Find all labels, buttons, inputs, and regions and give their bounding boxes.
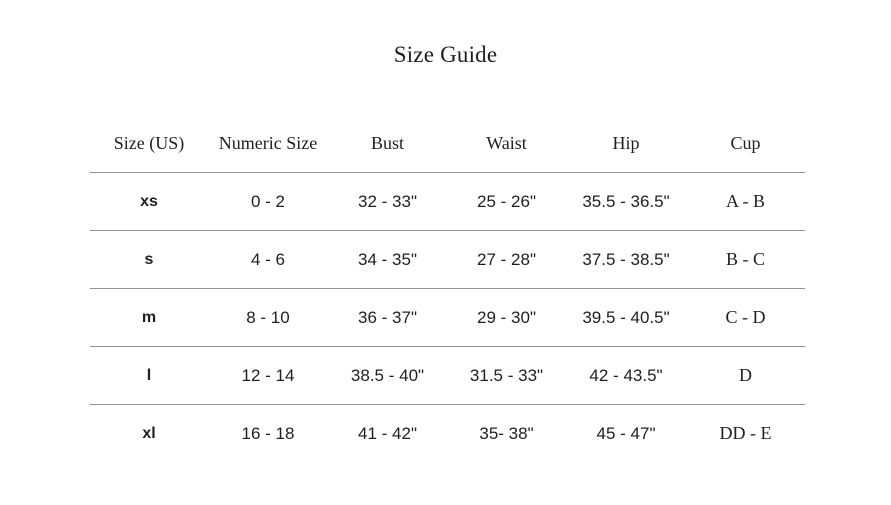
- hip-cell: 35.5 - 36.5": [566, 173, 686, 231]
- size-guide-table: [90, 115, 805, 462]
- bust-cell: 41 - 42": [358, 423, 417, 443]
- waist-cell: 35- 38": [479, 423, 534, 443]
- column-header-bust: Bust: [328, 115, 447, 173]
- numeric-size-cell: 4 - 6: [208, 231, 328, 289]
- bust-cell: 38.5 - 40": [328, 347, 447, 405]
- waist-cell: 29 - 30": [447, 289, 566, 347]
- numeric-size-cell: 16 - 18: [241, 423, 295, 443]
- page-title: Size Guide: [393, 42, 498, 67]
- table-row: [90, 347, 805, 405]
- column-header-waist: Waist: [447, 115, 566, 173]
- size-cell: m: [90, 289, 208, 347]
- table-row: [90, 173, 805, 231]
- numeric-size-cell: 12 - 14: [208, 347, 328, 405]
- hip-cell: 37.5 - 38.5": [566, 231, 686, 289]
- table-row: [90, 405, 805, 463]
- hip-cell: 39.5 - 40.5": [566, 289, 686, 347]
- waist-cell: 31.5 - 33": [447, 347, 566, 405]
- waist-cell: 25 - 26": [447, 173, 566, 231]
- bust-cell: 36 - 37": [328, 289, 447, 347]
- cup-cell: C - D: [686, 289, 805, 347]
- cup-cell: B - C: [686, 231, 805, 289]
- column-header-size: Size (US): [90, 115, 208, 173]
- cup-cell: A - B: [686, 173, 805, 231]
- waist-cell: 27 - 28": [447, 231, 566, 289]
- column-header-hip: Hip: [566, 115, 686, 173]
- numeric-size-cell: 0 - 2: [208, 173, 328, 231]
- table-row: [90, 289, 805, 347]
- size-cell: s: [90, 231, 208, 289]
- bust-cell: 34 - 35": [328, 231, 447, 289]
- table-row: [90, 231, 805, 289]
- size-cell: l: [90, 347, 208, 405]
- size-cell: xs: [90, 173, 208, 231]
- table-header-row: [90, 115, 805, 173]
- column-header-cup: Cup: [686, 115, 805, 173]
- bust-cell: 32 - 33": [328, 173, 447, 231]
- column-header-numeric-size: Numeric Size: [208, 115, 328, 173]
- hip-cell: 42 - 43.5": [566, 347, 686, 405]
- hip-cell: 45 - 47": [596, 423, 656, 443]
- size-cell: xl: [142, 424, 156, 442]
- cup-cell: D: [686, 347, 805, 405]
- cup-cell: DD - E: [719, 423, 772, 443]
- numeric-size-cell: 8 - 10: [208, 289, 328, 347]
